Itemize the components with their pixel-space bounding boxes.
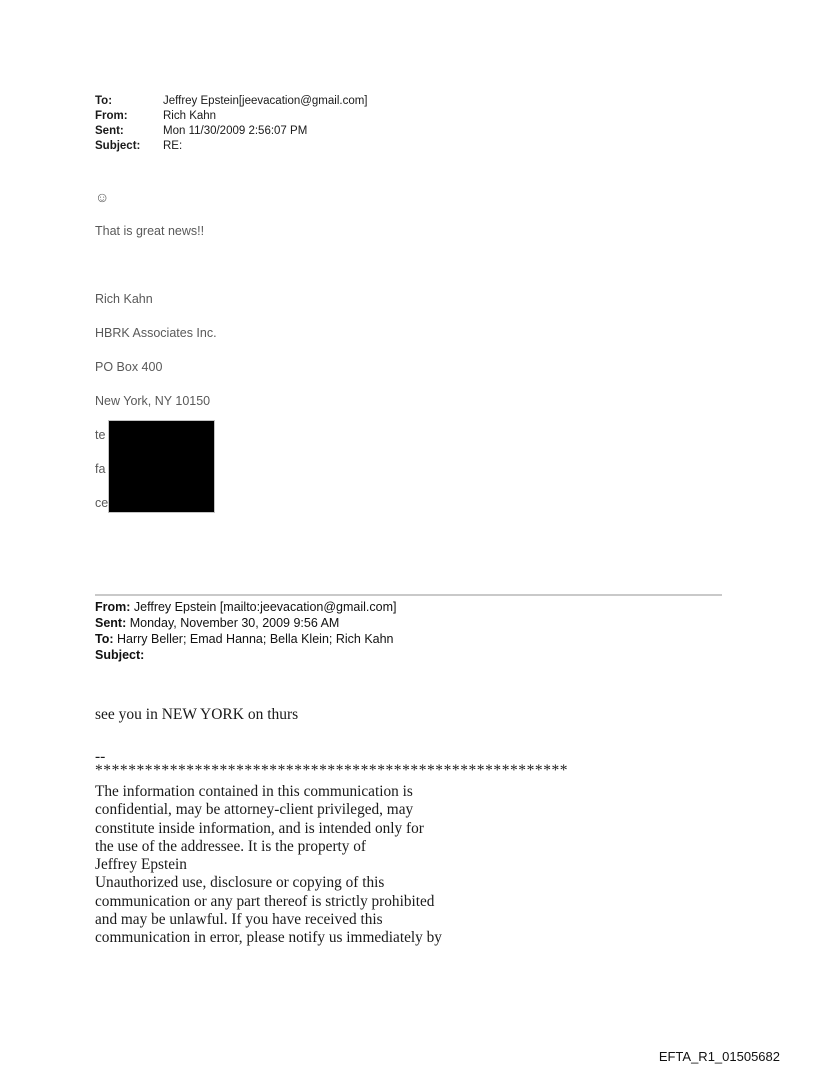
header-label-subject: Subject: bbox=[95, 140, 141, 152]
disclaimer-line: confidential, may be attorney-client privileged, may bbox=[95, 801, 414, 819]
disclaimer-line: The information contained in this communication is bbox=[95, 783, 413, 800]
header-label-sent: Sent: bbox=[95, 125, 124, 137]
disclaimer-line: communication or any part thereof is strictly prohibited bbox=[95, 892, 435, 910]
quoted-label-from: From: bbox=[95, 600, 131, 614]
signature-cell-prefix: ce bbox=[95, 496, 109, 510]
header-label-to: To: bbox=[95, 95, 113, 107]
quoted-body-line: see you in NEW YORK on thurs bbox=[95, 706, 299, 723]
signature-company: HBRK Associates Inc. bbox=[95, 326, 217, 340]
signature-pobox: PO Box 400 bbox=[95, 360, 163, 374]
quoted-row-subject bbox=[95, 647, 396, 663]
quoted-label-subject: Subject: bbox=[95, 648, 145, 662]
quoted-value-sent: Monday, November 30, 2009 9:56 AM bbox=[126, 616, 340, 630]
header-label-from: From: bbox=[95, 110, 128, 122]
header-value-sent: Mon 11/30/2009 2:56:07 PM bbox=[163, 125, 308, 137]
disclaimer-line: constitute inside information, and is intended only for bbox=[95, 819, 424, 837]
header-value-from: Rich Kahn bbox=[163, 110, 217, 122]
body-greeting: That is great news!! bbox=[95, 224, 205, 238]
email-header-block bbox=[95, 94, 368, 154]
quoted-value-from: Jeffrey Epstein [mailto:jeevacation@gmail.com] bbox=[130, 600, 397, 614]
asterisks-line: ********************************************************* bbox=[95, 762, 569, 779]
disclaimer-line: Jeffrey Epstein bbox=[95, 856, 187, 873]
disclaimer-block bbox=[95, 783, 442, 947]
bates-number: EFTA_R1_01505682 bbox=[658, 1049, 780, 1064]
smiley-emoji: ☺ bbox=[95, 189, 110, 205]
disclaimer-line: Unauthorized use, disclosure or copying of this bbox=[95, 874, 385, 892]
header-value-to: Jeffrey Epstein[jeevacation@gmail.com] bbox=[163, 95, 368, 107]
quoted-header-block bbox=[95, 599, 396, 663]
signature-tel-prefix: te bbox=[95, 428, 106, 442]
signature-fax-prefix: fa bbox=[95, 462, 106, 476]
signature-separator: -- bbox=[95, 748, 106, 765]
signature-name: Rich Kahn bbox=[95, 292, 153, 306]
quoted-value-to: Harry Beller; Emad Hanna; Bella Klein; Rich Kahn bbox=[113, 632, 394, 646]
header-row-subject bbox=[95, 139, 368, 154]
message-divider bbox=[95, 594, 722, 596]
quoted-label-to: To: bbox=[95, 632, 114, 646]
header-value-subject: RE: bbox=[163, 140, 183, 152]
header-row-sent bbox=[95, 124, 368, 139]
disclaimer-line: the use of the addressee. It is the property of bbox=[95, 837, 367, 855]
body-blank-line bbox=[95, 248, 217, 282]
quoted-row-to bbox=[95, 631, 396, 647]
redaction-box bbox=[108, 420, 215, 513]
header-row-to bbox=[95, 94, 368, 109]
signature-city: New York, NY 10150 bbox=[95, 394, 211, 408]
disclaimer-line: and may be unlawful. If you have received this bbox=[95, 910, 383, 928]
quoted-label-sent: Sent: bbox=[95, 616, 127, 630]
disclaimer-line: communication in error, please notify us immediately by bbox=[95, 929, 442, 946]
quoted-row-from bbox=[95, 599, 396, 615]
quoted-row-sent bbox=[95, 615, 396, 631]
header-row-from bbox=[95, 109, 368, 124]
